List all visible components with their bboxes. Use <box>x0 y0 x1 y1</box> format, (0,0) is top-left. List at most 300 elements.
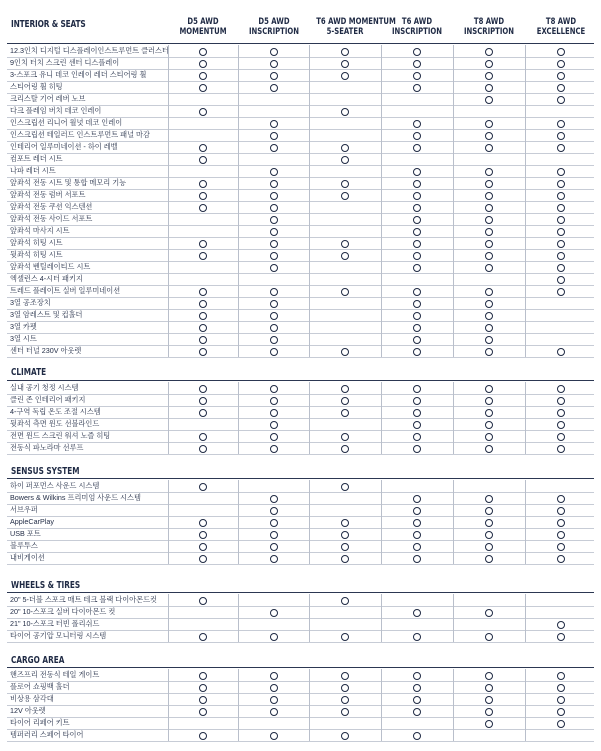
spec-label: 3열 암레스트 및 컵홀더 <box>10 310 83 319</box>
column-divider <box>309 69 310 81</box>
column-divider <box>238 618 239 630</box>
spec-label: 클린 존 인테리어 패키지 <box>10 395 86 404</box>
standard-mark-icon <box>485 84 493 92</box>
standard-mark-icon <box>341 696 349 704</box>
standard-mark-icon <box>199 696 207 704</box>
column-divider <box>381 309 382 321</box>
standard-mark-icon <box>270 495 278 503</box>
column-divider <box>525 117 526 129</box>
column-divider <box>168 345 169 357</box>
spec-label: 엑셀런스 4-시터 패키지 <box>10 274 83 283</box>
standard-mark-icon <box>341 409 349 417</box>
spec-label: 12V 아웃렛 <box>10 706 46 715</box>
standard-mark-icon <box>413 519 421 527</box>
standard-mark-icon <box>199 633 207 641</box>
standard-mark-icon <box>485 48 493 56</box>
column-divider <box>168 705 169 717</box>
column-divider <box>238 418 239 430</box>
column-divider <box>453 261 454 273</box>
column-divider <box>238 333 239 345</box>
column-divider <box>525 177 526 189</box>
standard-mark-icon <box>413 708 421 716</box>
column-divider <box>168 504 169 516</box>
column-divider <box>525 321 526 333</box>
column-divider <box>168 492 169 504</box>
column-divider <box>168 717 169 729</box>
column-divider <box>168 552 169 564</box>
column-divider <box>381 442 382 454</box>
column-divider <box>525 237 526 249</box>
spec-label: 나파 레더 시트 <box>10 166 56 175</box>
column-divider <box>309 321 310 333</box>
column-divider <box>381 516 382 528</box>
spec-label: 20" 5-더블 스포크 매트 테크 블랙 다이아몬드컷 <box>10 595 157 604</box>
standard-mark-icon <box>557 216 565 224</box>
standard-mark-icon <box>485 60 493 68</box>
column-divider <box>168 129 169 141</box>
standard-mark-icon <box>413 409 421 417</box>
column-divider <box>168 394 169 406</box>
standard-mark-icon <box>485 144 493 152</box>
column-divider <box>525 261 526 273</box>
standard-mark-icon <box>557 672 565 680</box>
standard-mark-icon <box>270 252 278 260</box>
standard-mark-icon <box>557 421 565 429</box>
column-divider <box>238 285 239 297</box>
standard-mark-icon <box>270 48 278 56</box>
column-divider <box>453 285 454 297</box>
standard-mark-icon <box>199 708 207 716</box>
standard-mark-icon <box>557 720 565 728</box>
spec-label: 3-스포크 유니 데코 인레이 레더 스티어링 휠 <box>10 70 147 79</box>
column-divider <box>525 430 526 442</box>
column-divider <box>168 309 169 321</box>
column-divider <box>381 225 382 237</box>
standard-mark-icon <box>270 555 278 563</box>
column-divider <box>238 177 239 189</box>
standard-mark-icon <box>199 597 207 605</box>
standard-mark-icon <box>413 445 421 453</box>
standard-mark-icon <box>557 708 565 716</box>
column-header <box>309 17 396 37</box>
standard-mark-icon <box>270 264 278 272</box>
standard-mark-icon <box>485 633 493 641</box>
standard-mark-icon <box>199 445 207 453</box>
standard-mark-icon <box>485 519 493 527</box>
column-divider <box>309 153 310 165</box>
column-divider <box>309 57 310 69</box>
standard-mark-icon <box>270 433 278 441</box>
standard-mark-icon <box>413 84 421 92</box>
column-divider <box>168 480 169 492</box>
column-divider <box>525 528 526 540</box>
column-divider <box>381 618 382 630</box>
standard-mark-icon <box>341 348 349 356</box>
standard-mark-icon <box>270 519 278 527</box>
column-divider <box>453 606 454 618</box>
standard-mark-icon <box>413 168 421 176</box>
column-divider <box>525 618 526 630</box>
spec-label: 하이 퍼포먼스 사운드 시스템 <box>10 481 100 490</box>
column-divider <box>381 201 382 213</box>
standard-mark-icon <box>270 445 278 453</box>
standard-mark-icon <box>485 531 493 539</box>
standard-mark-icon <box>413 543 421 551</box>
standard-mark-icon <box>557 48 565 56</box>
column-divider <box>381 406 382 418</box>
column-divider <box>309 309 310 321</box>
column-divider <box>453 129 454 141</box>
section-rule <box>7 667 594 668</box>
standard-mark-icon <box>557 696 565 704</box>
spec-label: 인스크립션 리니어 월넛 데코 인레이 <box>10 118 123 127</box>
column-divider <box>238 249 239 261</box>
standard-mark-icon <box>485 609 493 617</box>
column-divider <box>238 129 239 141</box>
column-divider <box>381 394 382 406</box>
column-divider <box>309 189 310 201</box>
column-divider <box>453 516 454 528</box>
section-title: SENSUS SYSTEM <box>11 466 80 477</box>
column-divider <box>168 213 169 225</box>
column-divider <box>238 189 239 201</box>
standard-mark-icon <box>341 543 349 551</box>
standard-mark-icon <box>557 397 565 405</box>
standard-mark-icon <box>485 336 493 344</box>
column-divider <box>309 117 310 129</box>
column-divider <box>238 141 239 153</box>
column-divider <box>453 309 454 321</box>
standard-mark-icon <box>270 507 278 515</box>
column-divider <box>238 273 239 285</box>
standard-mark-icon <box>557 531 565 539</box>
spec-label: AppleCarPlay <box>10 517 54 526</box>
column-divider <box>381 594 382 606</box>
spec-label: USB 포트 <box>10 529 41 538</box>
standard-mark-icon <box>199 252 207 260</box>
standard-mark-icon <box>413 288 421 296</box>
standard-mark-icon <box>485 228 493 236</box>
standard-mark-icon <box>413 397 421 405</box>
column-divider <box>168 81 169 93</box>
column-divider <box>168 630 169 642</box>
column-divider <box>309 237 310 249</box>
spec-label: 앞좌석 전동 사이드 서포트 <box>10 214 93 223</box>
column-divider <box>309 418 310 430</box>
spec-label: 9인치 터치 스크린 센터 디스플레이 <box>10 58 120 67</box>
standard-mark-icon <box>557 84 565 92</box>
standard-mark-icon <box>199 385 207 393</box>
standard-mark-icon <box>413 192 421 200</box>
column-divider <box>453 729 454 741</box>
standard-mark-icon <box>199 531 207 539</box>
column-divider <box>525 225 526 237</box>
standard-mark-icon <box>557 288 565 296</box>
standard-mark-icon <box>413 609 421 617</box>
standard-mark-icon <box>557 555 565 563</box>
column-divider <box>453 117 454 129</box>
standard-mark-icon <box>413 495 421 503</box>
column-divider <box>309 285 310 297</box>
column-divider <box>525 480 526 492</box>
spec-label: 전동식 파노라마 선루프 <box>10 443 84 452</box>
column-divider <box>238 630 239 642</box>
column-header <box>453 17 525 37</box>
column-divider <box>238 693 239 705</box>
column-divider <box>381 189 382 201</box>
column-divider <box>525 297 526 309</box>
column-divider <box>238 81 239 93</box>
standard-mark-icon <box>270 72 278 80</box>
column-divider <box>381 382 382 394</box>
standard-mark-icon <box>485 192 493 200</box>
column-header-line1: T8 AWD <box>545 17 577 27</box>
standard-mark-icon <box>413 252 421 260</box>
column-divider <box>238 540 239 552</box>
spec-label: 다크 플레임 버치 데코 인레이 <box>10 106 102 115</box>
column-divider <box>238 382 239 394</box>
standard-mark-icon <box>199 312 207 320</box>
column-divider <box>168 57 169 69</box>
standard-mark-icon <box>485 312 493 320</box>
column-divider <box>168 93 169 105</box>
column-divider <box>525 382 526 394</box>
column-divider <box>381 153 382 165</box>
column-divider <box>238 117 239 129</box>
column-divider <box>168 321 169 333</box>
column-divider <box>309 618 310 630</box>
standard-mark-icon <box>557 385 565 393</box>
column-divider <box>453 681 454 693</box>
column-divider <box>309 606 310 618</box>
standard-mark-icon <box>485 684 493 692</box>
standard-mark-icon <box>485 708 493 716</box>
spec-label: 트레드 플레이트 실버 일루미네이션 <box>10 286 121 295</box>
standard-mark-icon <box>485 240 493 248</box>
column-divider <box>309 345 310 357</box>
standard-mark-icon <box>485 385 493 393</box>
column-divider <box>168 285 169 297</box>
column-divider <box>309 297 310 309</box>
column-divider <box>525 693 526 705</box>
standard-mark-icon <box>270 324 278 332</box>
column-divider <box>238 606 239 618</box>
column-divider <box>309 504 310 516</box>
standard-mark-icon <box>413 555 421 563</box>
column-divider <box>453 406 454 418</box>
spec-row <box>7 442 594 455</box>
standard-mark-icon <box>413 312 421 320</box>
column-divider <box>525 81 526 93</box>
column-divider <box>453 177 454 189</box>
column-divider <box>168 153 169 165</box>
column-divider <box>309 333 310 345</box>
column-divider <box>381 321 382 333</box>
column-divider <box>309 552 310 564</box>
section-rule <box>7 592 594 593</box>
column-divider <box>309 442 310 454</box>
column-divider <box>168 540 169 552</box>
column-divider <box>381 249 382 261</box>
standard-mark-icon <box>485 168 493 176</box>
standard-mark-icon <box>557 621 565 629</box>
spec-row <box>7 729 594 742</box>
standard-mark-icon <box>485 252 493 260</box>
column-divider <box>309 430 310 442</box>
standard-mark-icon <box>557 507 565 515</box>
column-divider <box>168 418 169 430</box>
standard-mark-icon <box>270 397 278 405</box>
column-divider <box>168 69 169 81</box>
column-divider <box>381 480 382 492</box>
column-divider <box>525 273 526 285</box>
column-divider <box>309 105 310 117</box>
standard-mark-icon <box>270 84 278 92</box>
column-divider <box>453 297 454 309</box>
column-divider <box>309 129 310 141</box>
column-divider <box>309 516 310 528</box>
standard-mark-icon <box>199 348 207 356</box>
column-divider <box>238 225 239 237</box>
standard-mark-icon <box>199 543 207 551</box>
column-divider <box>525 630 526 642</box>
standard-mark-icon <box>413 633 421 641</box>
spec-label: 3열 공조장치 <box>10 298 51 307</box>
column-divider <box>381 504 382 516</box>
column-header-line2: INSCRIPTION <box>248 27 300 37</box>
column-divider <box>453 345 454 357</box>
column-divider <box>168 177 169 189</box>
standard-mark-icon <box>199 48 207 56</box>
column-divider <box>168 261 169 273</box>
column-divider <box>309 81 310 93</box>
column-divider <box>381 45 382 57</box>
standard-mark-icon <box>557 495 565 503</box>
column-header-line2: 5-SEATER <box>326 27 364 37</box>
standard-mark-icon <box>270 132 278 140</box>
standard-mark-icon <box>413 60 421 68</box>
standard-mark-icon <box>270 336 278 344</box>
column-divider <box>309 394 310 406</box>
standard-mark-icon <box>413 228 421 236</box>
column-divider <box>525 45 526 57</box>
column-divider <box>381 129 382 141</box>
column-divider <box>525 129 526 141</box>
standard-mark-icon <box>270 633 278 641</box>
column-divider <box>238 528 239 540</box>
spec-label: 블루투스 <box>10 541 38 550</box>
column-divider <box>525 669 526 681</box>
standard-mark-icon <box>413 180 421 188</box>
column-divider <box>525 93 526 105</box>
column-divider <box>238 705 239 717</box>
column-divider <box>309 177 310 189</box>
standard-mark-icon <box>485 324 493 332</box>
standard-mark-icon <box>413 507 421 515</box>
standard-mark-icon <box>270 60 278 68</box>
spec-label: 앞좌석 전동 시트 및 통합 메모리 기능 <box>10 178 127 187</box>
column-divider <box>309 406 310 418</box>
spec-label: 인스크립션 테일러드 인스트루먼트 패널 마감 <box>10 130 150 139</box>
standard-mark-icon <box>270 409 278 417</box>
column-divider <box>309 382 310 394</box>
standard-mark-icon <box>413 732 421 740</box>
standard-mark-icon <box>270 708 278 716</box>
standard-mark-icon <box>557 204 565 212</box>
spec-label: 앞좌석 마사지 시트 <box>10 226 70 235</box>
spec-label: 뒷좌석 히팅 시트 <box>10 250 63 259</box>
spec-label: Bowers & Wilkins 프리미엄 사운드 시스템 <box>10 493 141 502</box>
standard-mark-icon <box>485 696 493 704</box>
column-divider <box>525 594 526 606</box>
column-divider <box>453 81 454 93</box>
column-divider <box>238 237 239 249</box>
column-divider <box>381 165 382 177</box>
column-divider <box>381 117 382 129</box>
column-divider <box>525 141 526 153</box>
standard-mark-icon <box>557 409 565 417</box>
column-header <box>167 17 239 37</box>
column-divider <box>453 273 454 285</box>
standard-mark-icon <box>557 132 565 140</box>
spec-label: 컴포트 레더 시트 <box>10 154 63 163</box>
standard-mark-icon <box>341 433 349 441</box>
standard-mark-icon <box>199 433 207 441</box>
column-divider <box>525 165 526 177</box>
spec-row <box>7 345 594 358</box>
column-divider <box>238 261 239 273</box>
standard-mark-icon <box>270 609 278 617</box>
column-divider <box>453 225 454 237</box>
column-divider <box>525 418 526 430</box>
column-divider <box>381 69 382 81</box>
standard-mark-icon <box>413 324 421 332</box>
spec-label: 내비게이션 <box>10 553 45 562</box>
column-divider <box>238 442 239 454</box>
column-divider <box>309 630 310 642</box>
standard-mark-icon <box>485 180 493 188</box>
spec-row <box>7 630 594 643</box>
section-rule <box>7 380 594 381</box>
standard-mark-icon <box>341 519 349 527</box>
column-divider <box>453 249 454 261</box>
standard-mark-icon <box>557 519 565 527</box>
standard-mark-icon <box>413 421 421 429</box>
standard-mark-icon <box>199 192 207 200</box>
standard-mark-icon <box>199 288 207 296</box>
standard-mark-icon <box>270 168 278 176</box>
column-divider <box>453 141 454 153</box>
standard-mark-icon <box>341 385 349 393</box>
column-divider <box>168 201 169 213</box>
column-header <box>238 17 310 37</box>
column-divider <box>381 552 382 564</box>
standard-mark-icon <box>485 433 493 441</box>
standard-mark-icon <box>413 696 421 704</box>
column-header-line1: T6 AWD <box>401 17 433 27</box>
column-divider <box>525 189 526 201</box>
column-divider <box>168 406 169 418</box>
standard-mark-icon <box>270 144 278 152</box>
standard-mark-icon <box>485 555 493 563</box>
standard-mark-icon <box>270 180 278 188</box>
column-divider <box>238 729 239 741</box>
section-title-interior: INTERIOR & SEATS <box>11 19 86 30</box>
standard-mark-icon <box>557 348 565 356</box>
spec-label: 21" 10-스포크 터빈 폴리쉬드 <box>10 619 100 628</box>
column-divider <box>453 382 454 394</box>
standard-mark-icon <box>341 252 349 260</box>
